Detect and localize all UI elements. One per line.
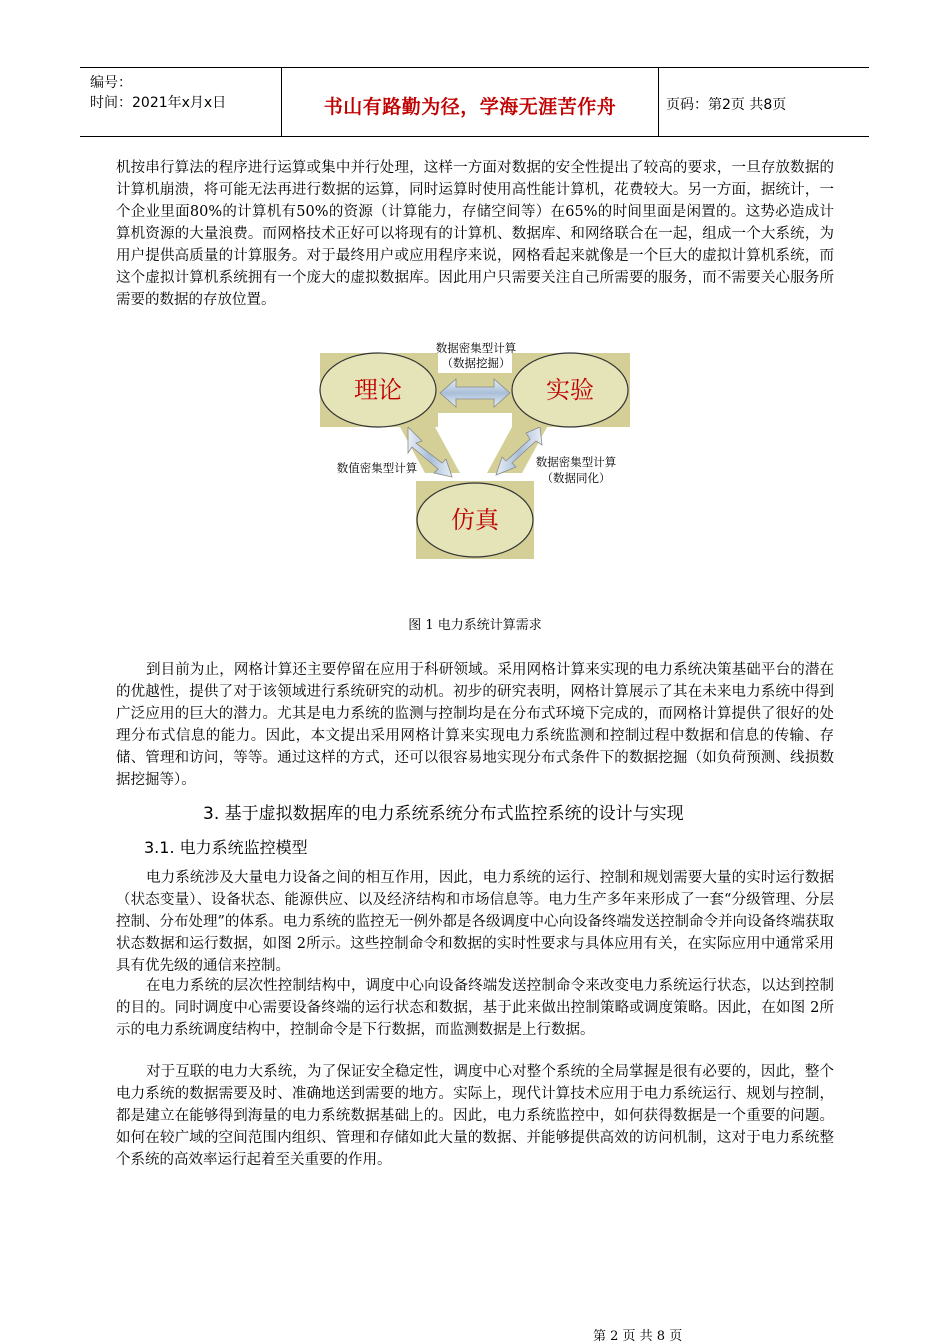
subsection-heading: 3.1. 电力系统监控模型 bbox=[144, 838, 308, 857]
doc-date-label: 时间：2021年x月x日 bbox=[90, 95, 227, 111]
node-experiment bbox=[512, 353, 630, 427]
node-theory bbox=[320, 353, 438, 427]
node-experiment-label: 实验 bbox=[546, 376, 594, 404]
label-data-intensive-top: 数据密集型计算 bbox=[435, 341, 517, 355]
node-theory-label: 理论 bbox=[354, 376, 402, 404]
body-paragraph-5: 对于互联的电力大系统，为了保证安全稳定性，调度中心对整个系统的全局掌握是很有必要的，因此，整个电力系统的数据需要及时、准确地送到需要的地方。实际上，现代计算技术应用于电力系统运行、规划与控制，都是建立在能够得到海量的电力系统数据基础上的。因此，电力系统监控中，如何获得数据是一个重要的问题。如何在较广域的空间范围内组织、管理和存储如此大量的数据、并能够提供高效的访问机制，这对于电力系统整个系统的高效率运行起着至关重要的作用。 bbox=[116, 1064, 834, 1168]
page-footer: 第 2 页 共 8 页 bbox=[593, 1329, 683, 1344]
figure-caption: 图 1 电力系统计算需求 bbox=[408, 618, 542, 633]
label-data-mining: （数据挖掘） bbox=[441, 356, 511, 370]
page-info: 页码：第2页 共8页 bbox=[666, 97, 787, 113]
body-paragraph-4: 在电力系统的层次性控制结构中，调度中心向设备终端发送控制命令来改变电力系统运行状态，以达到控制的目的。同时调度中心需要设备终端的运行状态和数据，基于此来做出控制策略或调度策略。因此，在如图 2所示的电力系统调度结构中，控制命令是下行数据，而监测数据是上行数据。 bbox=[116, 978, 834, 1038]
body-paragraph-1: 机按串行算法的程序进行运算或集中并行处理，这样一方面对数据的安全性提出了较高的要求，一旦存放数据的计算机崩溃，将可能无法再进行数据的运算，同时运算时使用高性能计算机，花费较大。另一方面，据统计，一个企业里面80%的计算机有50%的资源（计算能力，存储空间等）在65%的时间里面是闲置的。这势必造成计算机资源的大量浪费。而网格技术正好可以将现有的计算机、数据库、和网络联合在一起，组成一个大系统，为用户提供高质量的计算服务。对于最终用户或应用程序来说，网格看起来就像是一个巨大的虚拟计算机系统，而这个虚拟计算机系统拥有一个庞大的虚拟数据库。因此用户只需要关注自己所需要的服务，而不需要关心服务所需要的数据的存放位置。 bbox=[116, 160, 834, 308]
node-simulation bbox=[416, 481, 534, 559]
node-simulation-label: 仿真 bbox=[451, 506, 499, 534]
body-paragraph-3: 电力系统涉及大量电力设备之间的相互作用，因此，电力系统的运行、控制和规划需要大量的实时运行数据（状态变量）、设备状态、能源供应、以及经济结构和市场信息等。电力生产多年来形成了一套“分级管理、分层控制、分布处理”的体系。电力系统的监控无一例外都是各级调度中心向设备终端发送控制命令并向设备终端获取状态数据和运行数据，如图 2所示。这些控制命令和数据的实时性要求与具体应用有关，在实际应用中通常采用具有优先级的通信来控制。 bbox=[116, 870, 834, 974]
section-heading: 3. 基于虚拟数据库的电力系统系统分布式监控系统的设计与实现 bbox=[203, 804, 684, 824]
body-paragraph-2: 到目前为止，网格计算还主要停留在应用于科研领域。采用网格计算来实现的电力系统决策基础平台的潜在的优越性，提供了对于该领域进行系统研究的动机。初步的研究表明，网格计算展示了其在未来电力系统中得到广泛应用的巨大的潜力。尤其是电力系统的监测与控制均是在分布式环境下完成的，而网格计算提供了很好的处理分布式信息的能力。因此，本文提出采用网格计算来实现电力系统监测和控制过程中数据和信息的传输、存储、管理和访问，等等。通过这样的方式，还可以很容易地实现分布式条件下的数据挖掘（如负荷预测、线损数据挖掘等）。 bbox=[116, 662, 834, 788]
header-center bbox=[281, 68, 659, 136]
label-numeric-intensive: 数值密集型计算 bbox=[336, 461, 418, 475]
header-motto: 书山有路勤为径，学海无涯苦作舟 bbox=[323, 96, 617, 118]
header-right bbox=[658, 68, 869, 136]
computation-demand-diagram bbox=[300, 335, 650, 565]
arrow-theory-experiment bbox=[434, 373, 516, 413]
page-header bbox=[80, 67, 869, 137]
header-left bbox=[80, 68, 280, 136]
doc-number-label: 编号： bbox=[90, 75, 132, 91]
label-data-assimilation: （数据同化） bbox=[541, 471, 611, 485]
label-data-intensive-right: 数据密集型计算 bbox=[535, 455, 617, 469]
